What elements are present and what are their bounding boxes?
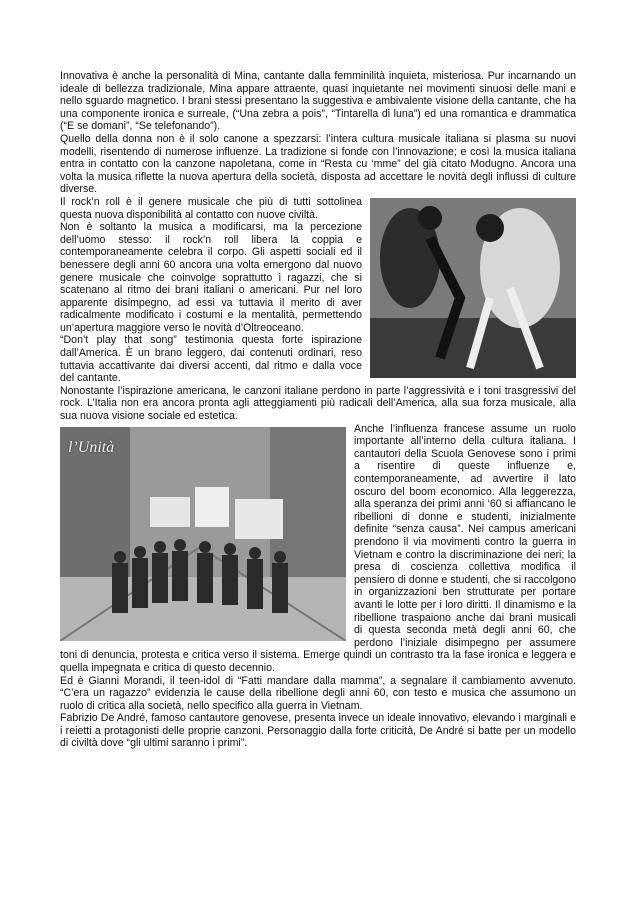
article-body: [60, 70, 576, 750]
paragraph-de-andre: Fabrizio De André, famoso cantautore genovese, presenta invece un ideale innovativo, elevando i marginali e i reietti a protagonisti delle proprie canzoni. Personaggio dalla forte criticità, De André si batte per un modello di civiltà dove “gli ultimi saranno i primi”.: [60, 712, 576, 750]
paragraph-morandi: Ed è Gianni Morandi, il teen-idol di “Fatti mandare dalla mamma”, a segnalare il cambiamento avvenuto. “C’era un ragazzo” evidenzia le cause della ribellione degli anni 60, con testo e musica che assumono un ruolo di critica alla società, nello specifico alla guerra in Vietnam.: [60, 674, 576, 712]
paragraph-dont-play: “Don’t play that song” testimonia questa forte ispirazione dall’America. È un brano leggero, dai contenuti ordinari, reso tuttavia accattivante dai diversi accenti, dal ritmo e dalla voce del cantante.: [60, 334, 362, 385]
unita-watermark: l’Unità: [68, 438, 115, 456]
paragraph-ispirazione: Nonostante l’ispirazione americana, le canzoni italiane perdono in parte l’aggressività e i toni trasgressivi del rock. L’Italia non era ancora pronta agli atteggiamenti più radicali dell’America, alla sua forza musicale, alla sua nuova visione sociale ed estetica.: [60, 384, 576, 423]
protest-march-photo: [60, 427, 346, 641]
paragraph-percezione: Non è soltanto la musica a modificarsi, ma la percezione dell’uomo stesso: il rock’n roll libera la coppia e contemporaneamente celebra il corpo. Gli aspetti sociali ed il benessere degli anni 60 ancora una volta emergono dal nuovo genere musicale che coinvolge soprattutto i ragazzi, che si scatenano al ritmo dei brani italiani o americani. Pur nel loro apparente disimpegno, ad essi va tuttavia il merito di aver radicalmente modificato i costumi e la mentalità, permettendo un’apertura maggiore verso le novità d’Oltreoceano.: [60, 221, 362, 334]
paragraph-canone: Quello della donna non è il solo canone a spezzarsi: l’intera cultura musicale italiana si plasma su nuovi modelli, risentendo di numerose influenze. La tradizione si fonde con l’innovazione; e così la musica italiana entra in contatto con la canzone napoletana, come in “Resta cu ‘mme” del già citato Modugno. Ancora una volta la musica riflette la nuova apertura della società, disposta ad accettare le novità degli influssi di culture diverse.: [60, 132, 576, 196]
paragraph-mina: Innovativa è anche la personalità di Mina, cantante dalla femminilità inquieta, misteriosa. Pur incarnando un ideale di bellezza tradizionale, Mina appare attraente, quasi inquietante nei movimenti sinuosi delle mani e nello sguardo magnetico. I brani stessi presentano la suggestiva e ambivalente visione della cantante, che ha una componente ironica e surreale, (“Una zebra a pois”, “Tintarella di luna”) ed una romantica e drammatica (“E se domani”, “Se telefonando”).: [60, 70, 576, 133]
paragraph-rocknroll: Il rock’n roll è il genere musicale che più di tutti sottolinea questa nuova disponibilità al contatto con nuove civiltà.: [60, 195, 362, 221]
dancing-couple-photo: [370, 198, 576, 378]
paragraph-influenza-francese: Anche l’influenza francese assume un ruolo importante all’interno della cultura italiana. I cantautori della Scuola Genovese sono i primi a risentire di queste influenze e, contemporaneamente, ad avvertire il lato oscuro del boom economico. Alla leggerezza, alla speranza dei primi anni ‘60 si affiancano le ribellioni di donne e studenti, inizialmente definite “senza causa”. Nei campus americani prendono il via movimenti contro la guerra in Vietnam e contro la discriminazione dei neri; la presa di coscienza collettiva modifica il pensiero di donne e studenti, che si raccolgono in organizzazioni ben strutturate per portare avanti le lotte per i loro diritti. Il dinamismo e la ribellione traspaiono anche dai brani musicali di questa seconda metà degli anni 60, che perdono l’iniziale disimpegno per assumere toni di denuncia, protesta e critica verso il sistema. Emerge quindi un contrasto tra la fase ironica e leggera e quella impegnata e critica di questo decennio.: [60, 422, 576, 674]
